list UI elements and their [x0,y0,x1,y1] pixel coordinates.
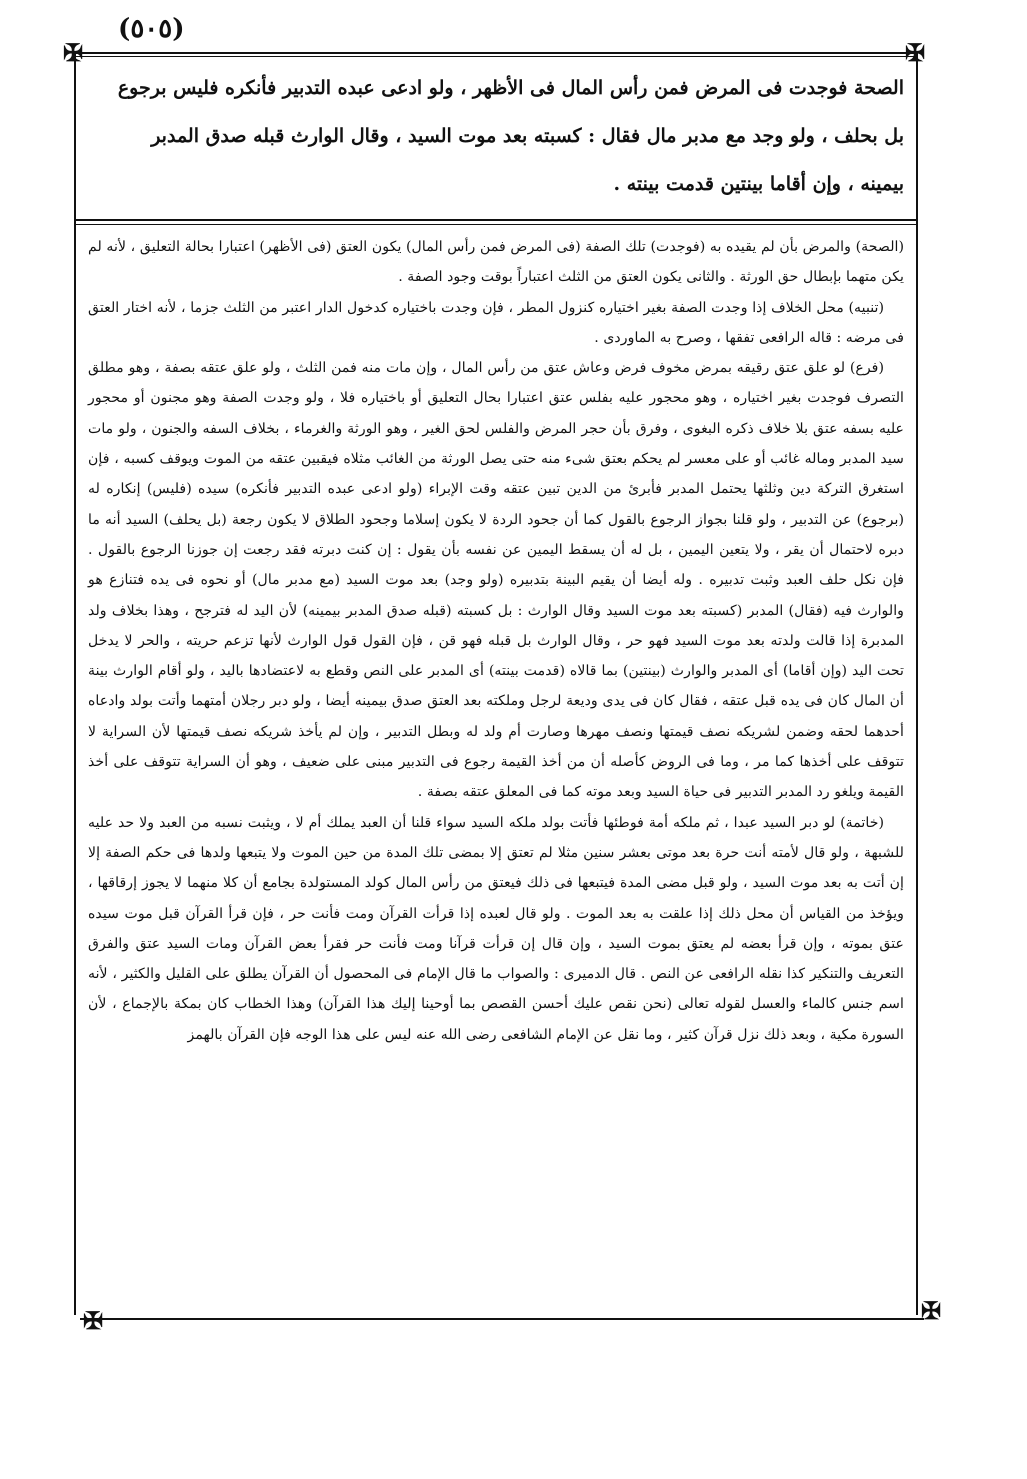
ornament-cross-icon: ✠ [920,1296,942,1325]
ornament-cross-icon: ✠ [62,38,84,67]
commentary-text-block [88,232,904,1050]
commentary-paragraph-khatima: (خاتمة) لو دبر السيد عبدا ، ثم ملكه أمة فوطئها فأتت بولد ملكه السيد سواء قلنا أن العبد يملك أم لا ، ويثبت نسبه من العبد ولا حد عليه للشبهة ، ولو قال لأمته أنت حرة بعد موتى بعشر سنين مثلا لم تعتق إلا بمضى تلك المدة من حين الموت ولا يتبعها ولدها فى حكم الصفة إلا إن أتت به بعد موت السيد ، ولو قبل مضى المدة فيتبعها فى ذلك فيعتق من رأس المال كولد المستولدة بجامع أن كلا منهما لا يجوز إرقاقها ، ويؤخذ من القياس أن محل ذلك إذا علقت به بعد الموت . ولو قال لعبده إذا قرأت القرآن ومت فأنت حر ، فإن قرأ القرآن قبل موت سيده عتق بموته ، وإن قرأ بعضه لم يعتق بموت السيد ، وإن قال إن قرأت قرآنا ومت فأنت حر فقرأ بعض القرآن ومات السيد عتق والفرق التعريف والتنكير كذا نقله الرافعى عن النص . قال الدميرى : والصواب ما قال الإمام فى المحصول أن القرآن يطلق على القليل والكثير ، لأنه اسم جنس كالماء والعسل لقوله تعالى (نحن نقص عليك أحسن القصص بما أوحينا إليك هذا القرآن) وهذا الخطاب كان بمكة بالإجماع ، لأن السورة مكية ، وبعد ذلك نزل قرآن كثير ، وما نقل عن الإمام الشافعى رضى الله عنه ليس على هذا الوجه فإن القرآن بالهمز [88,814,904,1043]
matn-line: الصحة فوجدت فى المرض فمن رأس المال فى الأظهر ، ولو ادعى عبده التدبير فأنكره فليس برجوع [117,77,904,99]
ornament-cross-icon: ✠ [904,38,926,67]
commentary-paragraph-tanbih: (تنبيه) محل الخلاف إذا وجدت الصفة بغير اختياره كنزول المطر ، فإن وجدت باختياره كدخول الدار اعتبر من الثلث جزما ، لأنه اختار العتق فى مرضه : قاله الرافعى تفقها ، وصرح به الماوردى . [88,299,904,346]
matn-divider-rule [74,219,918,221]
matn-text-block [88,64,904,208]
commentary-paragraph: (الصحة) والمرض بأن لم يقيده به (فوجدت) تلك الصفة (فى المرض فمن رأس المال) يكون العتق (فى الأظهر) اعتبارا بحالة التعليق ، لأنه لم يكن متهما بإبطال حق الورثة . والثانى يكون العتق من الثلث اعتباراً بوقت وجود الصفة . [88,239,904,286]
top-rule-thin [74,56,918,57]
ornament-cross-icon: ✠ [82,1306,104,1335]
matn-line: بيمينه ، وإن أقاما بينتين قدمت بينته . [613,173,904,195]
top-rule [74,52,918,54]
matn-divider-rule-thin [74,224,918,225]
commentary-paragraph-far: (فرع) لو علق عتق رقيقه بمرض مخوف فرض وعاش عتق من رأس المال ، وإن مات منه فمن الثلث ، ولو علق عتقه بصفة ، وهو مطلق التصرف فوجدت بغير اختياره ، وهو محجور عليه بفلس عتق اعتبارا بحال التعليق أو باختياره فلا ، ولو وجدت الصفة وهو مجنون أو محجور عليه بسفه عتق بلا خلاف ذكره البغوى ، وفرق بأن حجر المرض والفلس لحق الغير ، وهو الورثة والغرماء ، بخلاف السفه والجنون ، ولو مات سيد المدبر وماله غائب أو على معسر لم يحكم بعتق شىء منه حتى يصل الورثة من الغائب مثلاه فيقبين عتقه من الموت ويوقف كسبه ، فإن استغرق التركة دين وثلثها يحتمل المدبر فأبرئ من الدين تبين عتقه وقت الإبراء (ولو ادعى عبده التدبير فأنكره) سيده (فليس) إنكاره له (برجوع) عن التدبير ، ولو قلنا بجواز الرجوع بالقول كما أن جحود الردة لا يكون إسلاما وجحود الطلاق لا يكون رجعة (بل يحلف) السيد أنه ما دبره لاحتمال أن يقر ، ولا يتعين اليمين ، بل له أن يسقط اليمين عن نفسه بأن يقول : إن كنت دبرته فقد رجعت إن جوزنا الرجوع بالقول . فإن نكل حلف العبد وثبت تدبيره . وله أيضا أن يقيم البينة بتدبيره (ولو وجد) بعد موت السيد (مع مدبر مال) أو نحوه فى يده فتنازع هو والوارث فيه (فقال) المدبر (كسبته بعد موت السيد وقال الوارث : بل كسبته (قبله صدق المدبر بيمينه) لأن اليد له فترجح ، وهذا بخلاف ولد المدبرة إذا قالت ولدته بعد موت السيد فهو حر ، وقال الوارث بل قبله فهو قن ، فإن القول قول الوارث لأنها تزعم حريته ، والحر لا يدخل تحت اليد (وإن أقاما) أى المدبر والوارث (بينتين) بما قالاه (قدمت بينته) أى المدبر على النص وقطع به لاعتضادها باليد ، ولو أقام الوارث بينة أن المال كان فى يده قبل عتقه ، فقال كان فى يدى وديعة لرجل وملكته بعد العتق صدق بيمينه أيضا ، ولو دبر رجلان أمتهما وأتت بولد وادعاه أحدهما لحقه وضمن لشريكه نصف قيمتها ونصف مهرها وصارت أم ولد له وبطل التدبير ، وإن لم يأخذ شريكه نصف قيمتها لأن السراية لا تتوقف على أخذها كما مر ، وما فى الروض كأصله أن من أخذ القيمة رجوع فى التدبير مبنى على ضعيف ، وهو أن السراية تتوقف على أخذ القيمة ويلغو رد المدبر التدبير فى حياة السيد وبعد موته كما فى المعلق عتقه بصفة . [88,360,904,801]
page-number: (٥٠٥) [118,14,185,44]
bottom-rule [80,1318,924,1320]
matn-line: بل بحلف ، ولو وجد مع مدبر مال فقال : كسبته بعد موت السيد ، وقال الوارث قبله صدق المدبر [151,125,904,147]
